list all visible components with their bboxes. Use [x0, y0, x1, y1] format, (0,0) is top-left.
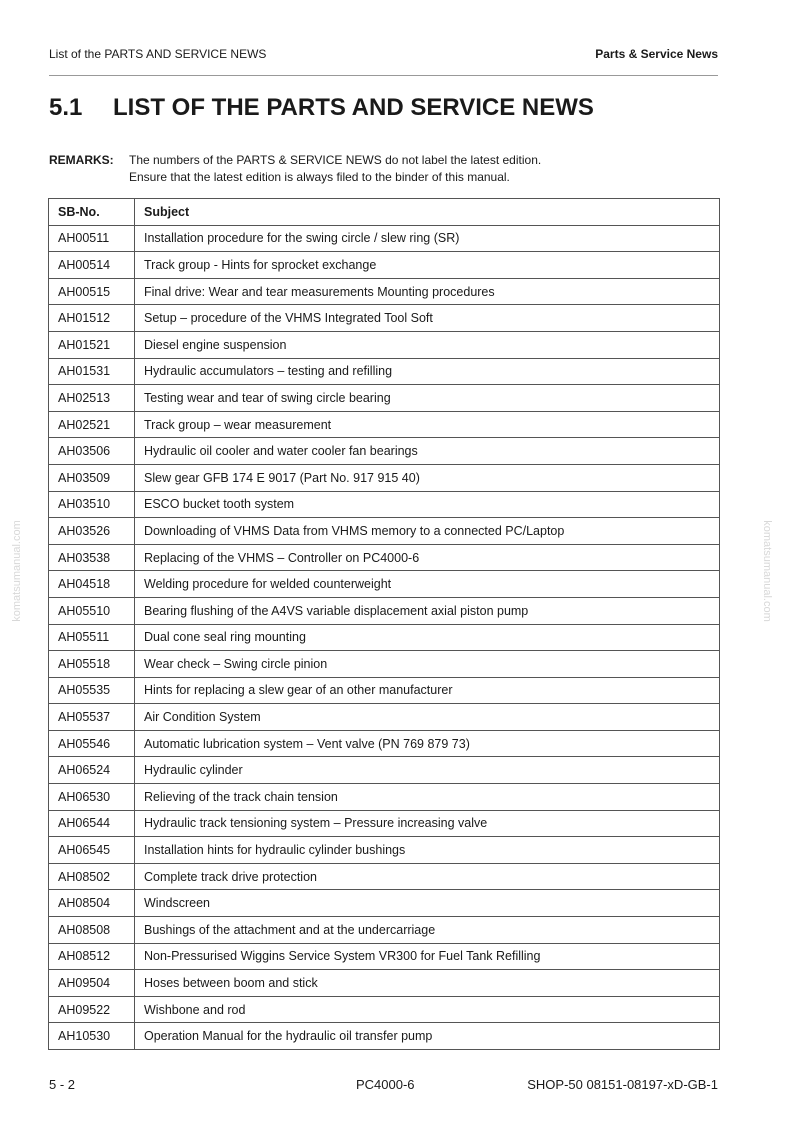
subject-cell: Hints for replacing a slew gear of an other manufacturer — [135, 677, 720, 704]
subject-cell: Installation procedure for the swing circle / slew ring (SR) — [135, 225, 720, 252]
machine-model: PC4000-6 — [356, 1077, 415, 1092]
watermark-right: komatsumanual.com — [761, 520, 773, 622]
sb-number-cell: AH03526 — [49, 518, 135, 545]
table-row — [49, 305, 720, 332]
sb-number-cell: AH03509 — [49, 464, 135, 491]
remarks-label: REMARKS: — [49, 153, 114, 167]
subject-cell: Non-Pressurised Wiggins Service System VR300 for Fuel Tank Refilling — [135, 943, 720, 970]
column-header-sb-no: SB-No. — [49, 199, 135, 226]
subject-cell: Welding procedure for welded counterweight — [135, 571, 720, 598]
table-row — [49, 358, 720, 385]
running-header-section: Parts & Service News — [595, 47, 718, 61]
table-row — [49, 917, 720, 944]
sb-number-cell: AH05535 — [49, 677, 135, 704]
table-row — [49, 837, 720, 864]
table-row — [49, 438, 720, 465]
service-news-table — [48, 198, 720, 1050]
subject-cell: Relieving of the track chain tension — [135, 784, 720, 811]
sb-number-cell: AH05511 — [49, 624, 135, 651]
table-row — [49, 704, 720, 731]
table-row — [49, 385, 720, 412]
table-row — [49, 890, 720, 917]
table-row — [49, 544, 720, 571]
sb-number-cell: AH01512 — [49, 305, 135, 332]
table-row — [49, 651, 720, 678]
sb-number-cell: AH01531 — [49, 358, 135, 385]
sb-number-cell: AH10530 — [49, 1023, 135, 1050]
subject-cell: Windscreen — [135, 890, 720, 917]
subject-cell: Operation Manual for the hydraulic oil transfer pump — [135, 1023, 720, 1050]
table-row — [49, 730, 720, 757]
sb-number-cell: AH05537 — [49, 704, 135, 731]
sb-number-cell: AH05518 — [49, 651, 135, 678]
subject-cell: Automatic lubrication system – Vent valve (PN 769 879 73) — [135, 730, 720, 757]
table-row — [49, 518, 720, 545]
table-row — [49, 252, 720, 279]
remarks-line: The numbers of the PARTS & SERVICE NEWS do not label the latest edition. — [129, 153, 542, 167]
sb-number-cell: AH08504 — [49, 890, 135, 917]
table-row — [49, 491, 720, 518]
sb-number-cell: AH05510 — [49, 597, 135, 624]
page-title — [49, 94, 594, 122]
sb-number-cell: AH02521 — [49, 411, 135, 438]
table-row — [49, 331, 720, 358]
subject-cell: Bushings of the attachment and at the undercarriage — [135, 917, 720, 944]
subject-cell: Diesel engine suspension — [135, 331, 720, 358]
sb-number-cell: AH06545 — [49, 837, 135, 864]
sb-number-cell: AH02513 — [49, 385, 135, 412]
sb-number-cell: AH08502 — [49, 863, 135, 890]
document-code: SHOP-50 08151-08197-xD-GB-1 — [527, 1077, 718, 1092]
subject-cell: Hydraulic track tensioning system – Pressure increasing valve — [135, 810, 720, 837]
subject-cell: Setup – procedure of the VHMS Integrated Tool Soft — [135, 305, 720, 332]
page-number: 5 - 2 — [49, 1077, 76, 1092]
section-title: LIST OF THE PARTS AND SERVICE NEWS — [113, 94, 594, 121]
table-row — [49, 1023, 720, 1050]
subject-cell: Replacing of the VHMS – Controller on PC4000-6 — [135, 544, 720, 571]
table-row — [49, 863, 720, 890]
subject-cell: Hydraulic cylinder — [135, 757, 720, 784]
sb-number-cell: AH03510 — [49, 491, 135, 518]
table-body — [49, 225, 720, 1049]
table-row — [49, 278, 720, 305]
subject-cell: Wear check – Swing circle pinion — [135, 651, 720, 678]
sb-number-cell: AH08508 — [49, 917, 135, 944]
subject-cell: Bearing flushing of the A4VS variable displacement axial piston pump — [135, 597, 720, 624]
subject-cell: Dual cone seal ring mounting — [135, 624, 720, 651]
sb-number-cell: AH05546 — [49, 730, 135, 757]
subject-cell: ESCO bucket tooth system — [135, 491, 720, 518]
table-row — [49, 943, 720, 970]
watermark-left: komatsumanual.com — [11, 520, 23, 622]
table-row — [49, 677, 720, 704]
subject-cell: Installation hints for hydraulic cylinder bushings — [135, 837, 720, 864]
sb-number-cell: AH03538 — [49, 544, 135, 571]
table-row — [49, 757, 720, 784]
sb-number-cell: AH06544 — [49, 810, 135, 837]
subject-cell: Track group - Hints for sprocket exchange — [135, 252, 720, 279]
header-divider — [49, 75, 718, 76]
sb-number-cell: AH08512 — [49, 943, 135, 970]
table-row — [49, 225, 720, 252]
subject-cell: Testing wear and tear of swing circle bearing — [135, 385, 720, 412]
subject-cell: Air Condition System — [135, 704, 720, 731]
subject-cell: Slew gear GFB 174 E 9017 (Part No. 917 915 40) — [135, 464, 720, 491]
sb-number-cell: AH00515 — [49, 278, 135, 305]
sb-number-cell: AH03506 — [49, 438, 135, 465]
sb-number-cell: AH06524 — [49, 757, 135, 784]
sb-number-cell: AH00511 — [49, 225, 135, 252]
running-header-title: List of the PARTS AND SERVICE NEWS — [49, 47, 267, 61]
column-header-subject: Subject — [135, 199, 720, 226]
subject-cell: Hoses between boom and stick — [135, 970, 720, 997]
subject-cell: Hydraulic accumulators – testing and refilling — [135, 358, 720, 385]
subject-cell: Complete track drive protection — [135, 863, 720, 890]
table-row — [49, 996, 720, 1023]
table-row — [49, 784, 720, 811]
subject-cell: Wishbone and rod — [135, 996, 720, 1023]
table-row — [49, 411, 720, 438]
sb-number-cell: AH06530 — [49, 784, 135, 811]
sb-number-cell: AH00514 — [49, 252, 135, 279]
table-row — [49, 464, 720, 491]
section-number: 5.1 — [49, 94, 83, 121]
subject-cell: Downloading of VHMS Data from VHMS memory to a connected PC/Laptop — [135, 518, 720, 545]
table-row — [49, 810, 720, 837]
subject-cell: Final drive: Wear and tear measurements Mounting procedures — [135, 278, 720, 305]
sb-number-cell: AH09504 — [49, 970, 135, 997]
sb-number-cell: AH09522 — [49, 996, 135, 1023]
subject-cell: Track group – wear measurement — [135, 411, 720, 438]
table-row — [49, 571, 720, 598]
remarks-line: Ensure that the latest edition is always filed to the binder of this manual. — [129, 170, 510, 184]
table-row — [49, 624, 720, 651]
subject-cell: Hydraulic oil cooler and water cooler fan bearings — [135, 438, 720, 465]
table-header-row — [49, 199, 720, 226]
table-row — [49, 597, 720, 624]
sb-number-cell: AH04518 — [49, 571, 135, 598]
sb-number-cell: AH01521 — [49, 331, 135, 358]
table-row — [49, 970, 720, 997]
